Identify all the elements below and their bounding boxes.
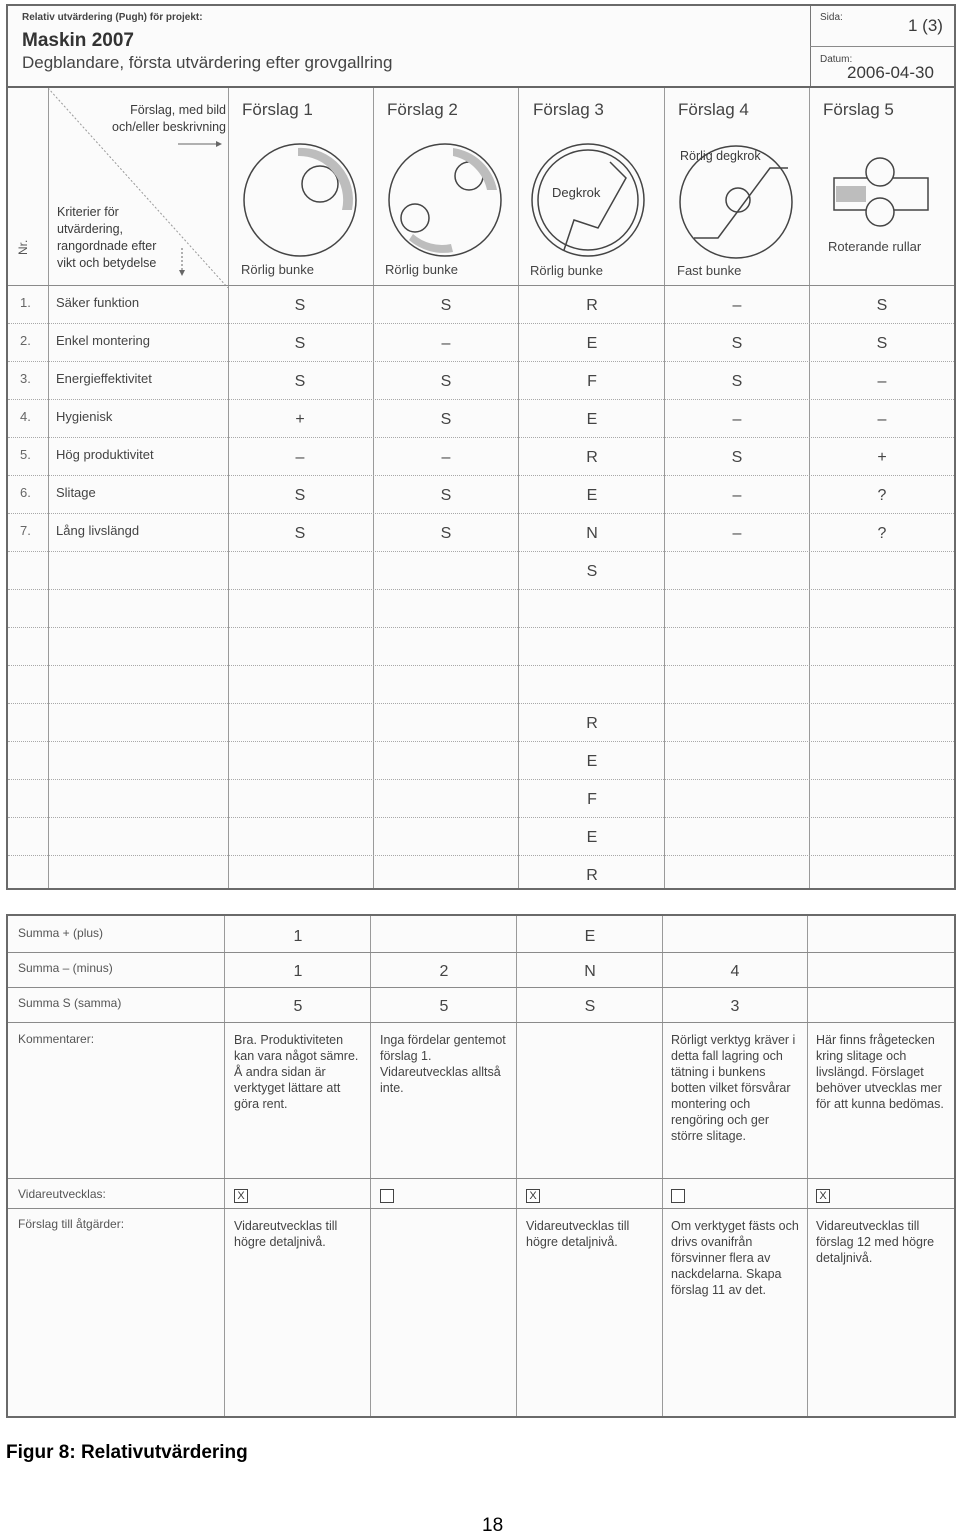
score-r7-p4: –: [732, 525, 742, 542]
sum-same-p4: 3: [730, 998, 740, 1015]
proposal-5-title: Förslag 5: [823, 100, 894, 119]
sum-plus-p3: E: [584, 928, 596, 945]
criterion-nr: 5.: [20, 447, 31, 462]
reference-letter: E: [586, 829, 598, 846]
comment-p4: Rörligt verktyg kräver i detta fall lagring och tätning i bunkens botten vilket försvårar montering och rengöring och ger större slitage.: [671, 1033, 796, 1143]
criterion-nr: 1.: [20, 295, 31, 310]
score-r6-p2: S: [440, 487, 452, 504]
score-r3-p5: –: [877, 373, 887, 390]
score-r6-p1: S: [294, 487, 306, 504]
develop-checkbox-p5[interactable]: X: [816, 1189, 830, 1203]
criterion-nr: 4.: [20, 409, 31, 424]
score-r2-p4: S: [731, 335, 743, 352]
score-r1-p1: S: [294, 297, 306, 314]
action-p1: Vidareutvecklas till högre detaljnivå.: [234, 1219, 338, 1249]
score-r1-p3: R: [586, 297, 598, 314]
proposal-3-title: Förslag 3: [533, 100, 604, 119]
score-r3-p3: F: [587, 373, 597, 390]
score-r3-p4: S: [731, 373, 743, 390]
sum-same-p1: 5: [293, 998, 303, 1015]
proposal-2-sublabel: Rörlig bunke: [385, 262, 458, 277]
criterion-nr: 6.: [20, 485, 31, 500]
score-r2-p5: S: [876, 335, 888, 352]
proposal-3-inner-label: Degkrok: [552, 185, 601, 200]
score-r5-p1: –: [295, 449, 305, 466]
develop-checkbox-p3[interactable]: X: [526, 1189, 540, 1203]
nr-label: Nr.: [16, 239, 30, 255]
date-value: 2006-04-30: [847, 63, 934, 82]
score-r5-p5: +: [877, 449, 887, 466]
score-r2-p1: S: [294, 335, 306, 352]
page-label: Sida:: [820, 12, 843, 23]
criterion-row-2: [20, 333, 150, 348]
criterion-nr: 2.: [20, 333, 31, 348]
comments-label: Kommentarer:: [18, 1032, 95, 1046]
score-r7-p5: ?: [877, 525, 887, 542]
proposal-4-title: Förslag 4: [678, 100, 749, 119]
criterion-row-6: [20, 485, 96, 500]
criterion-nr: 7.: [20, 523, 31, 538]
develop-checkbox-p1[interactable]: X: [234, 1189, 248, 1203]
score-r3-p2: S: [440, 373, 452, 390]
score-r1-p2: S: [440, 297, 452, 314]
score-r6-p4: –: [732, 487, 742, 504]
proposal-1-title: Förslag 1: [242, 100, 313, 119]
proposal-3-sketch: [528, 140, 658, 260]
criterion-label: Slitage: [56, 485, 96, 500]
sum-minus-p3: N: [584, 963, 596, 980]
score-r2-p3: E: [586, 335, 598, 352]
criterion-label: Energieffektivitet: [56, 371, 152, 386]
proposal-1-sketch: [238, 140, 368, 260]
proposal-4-sublabel: Fast bunke: [677, 263, 742, 278]
sum-minus-p1: 1: [293, 963, 303, 980]
figure-caption: Figur 8: Relativutvärdering: [6, 1442, 248, 1463]
criterion-row-5: [20, 447, 154, 462]
score-r2-p2: –: [441, 335, 451, 352]
criterion-label: Säker funktion: [56, 295, 140, 310]
proposal-4-inner-label: Rörlig degkrok: [680, 149, 761, 163]
sum-minus-p2: 2: [439, 963, 449, 980]
score-r4-p1: +: [295, 411, 305, 428]
action-p3: Vidareutvecklas till högre detaljnivå.: [526, 1219, 630, 1249]
corner-bottom-label: Kriterier för utvärdering, rangordnade efter vikt och betydelse: [57, 205, 157, 270]
criterion-row-7: [20, 523, 139, 538]
develop-checkbox-p2[interactable]: [380, 1189, 394, 1203]
score-r1-p4: –: [732, 297, 742, 314]
reference-letter: E: [586, 753, 598, 770]
criterion-row-1: [20, 295, 139, 310]
date-label: Datum:: [820, 54, 853, 65]
develop-checkbox-p4[interactable]: [671, 1189, 685, 1203]
proposal-3-sublabel: Rörlig bunke: [530, 263, 603, 278]
comment-p5: Här finns frågetecken kring slitage och livslängd. Förslaget behöver utvecklas mer för att kunna bedömas.: [816, 1033, 944, 1111]
score-r5-p3: R: [586, 449, 598, 466]
sum-same-p3: S: [584, 998, 596, 1015]
score-r4-p2: S: [440, 411, 452, 428]
summary-minus-label: Summa – (minus): [18, 961, 113, 975]
criterion-label: Hög produktivitet: [56, 447, 154, 462]
criterion-label: Hygienisk: [56, 409, 113, 424]
reference-letter: R: [586, 867, 598, 884]
action-p5: Vidareutvecklas till förslag 12 med högre detaljnivå.: [816, 1219, 935, 1265]
page-number: 18: [482, 1515, 504, 1536]
score-r6-p5: ?: [877, 487, 887, 504]
comment-p2: Inga fördelar gentemot förslag 1. Vidareutvecklas alltså inte.: [380, 1033, 506, 1095]
score-r1-p5: S: [876, 297, 888, 314]
score-r7-p3: N: [586, 525, 598, 542]
sum-plus-p1: 1: [293, 928, 303, 945]
form-small-title: Relativ utvärdering (Pugh) för projekt:: [22, 12, 203, 23]
score-r6-p3: E: [586, 487, 598, 504]
proposal-5-sketch: [826, 150, 936, 230]
page-value: 1 (3): [908, 16, 943, 35]
corner-top-label: Förslag, med bild och/eller beskrivning: [112, 103, 226, 134]
criterion-label: Enkel montering: [56, 333, 150, 348]
project-subtitle: Degblandare, första utvärdering efter grovgallring: [22, 53, 393, 72]
score-r5-p2: –: [441, 449, 451, 466]
criterion-nr: 3.: [20, 371, 31, 386]
action-p4: Om verktyget fästs och drivs ovanifrån försvinner flera av nackdelarna. Skapa förslag 11 av det.: [671, 1219, 799, 1297]
evaluation-sheet-bottom: [6, 914, 956, 1418]
criterion-row-3: [20, 371, 152, 386]
project-name: Maskin 2007: [22, 30, 134, 51]
criterion-label: Lång livslängd: [56, 523, 140, 538]
reference-letter: R: [586, 715, 598, 732]
criterion-row-4: [20, 409, 112, 424]
comment-p1: Bra. Produktiviteten kan vara något sämre. Å andra sidan är verktyget lättare att göra rent.: [234, 1033, 359, 1111]
reference-letter: S: [586, 563, 598, 580]
proposal-2-title: Förslag 2: [387, 100, 458, 119]
sum-minus-p4: 4: [730, 963, 740, 980]
proposal-2-sketch: [383, 140, 513, 260]
proposal-1-sublabel: Rörlig bunke: [241, 262, 314, 277]
actions-label: Förslag till åtgärder:: [18, 1217, 125, 1231]
reference-letter: F: [587, 791, 597, 808]
score-r7-p2: S: [440, 525, 452, 542]
score-r4-p3: E: [586, 411, 598, 428]
score-r4-p4: –: [732, 411, 742, 428]
score-r7-p1: S: [294, 525, 306, 542]
summary-same-label: Summa S (samma): [18, 996, 122, 1010]
summary-plus-label: Summa + (plus): [18, 926, 104, 940]
develop-label: Vidareutvecklas:: [18, 1187, 106, 1201]
score-r3-p1: S: [294, 373, 306, 390]
sum-same-p2: 5: [439, 998, 449, 1015]
proposal-5-sublabel: Roterande rullar: [828, 239, 922, 254]
score-r5-p4: S: [731, 449, 743, 466]
score-r4-p5: –: [877, 411, 887, 428]
